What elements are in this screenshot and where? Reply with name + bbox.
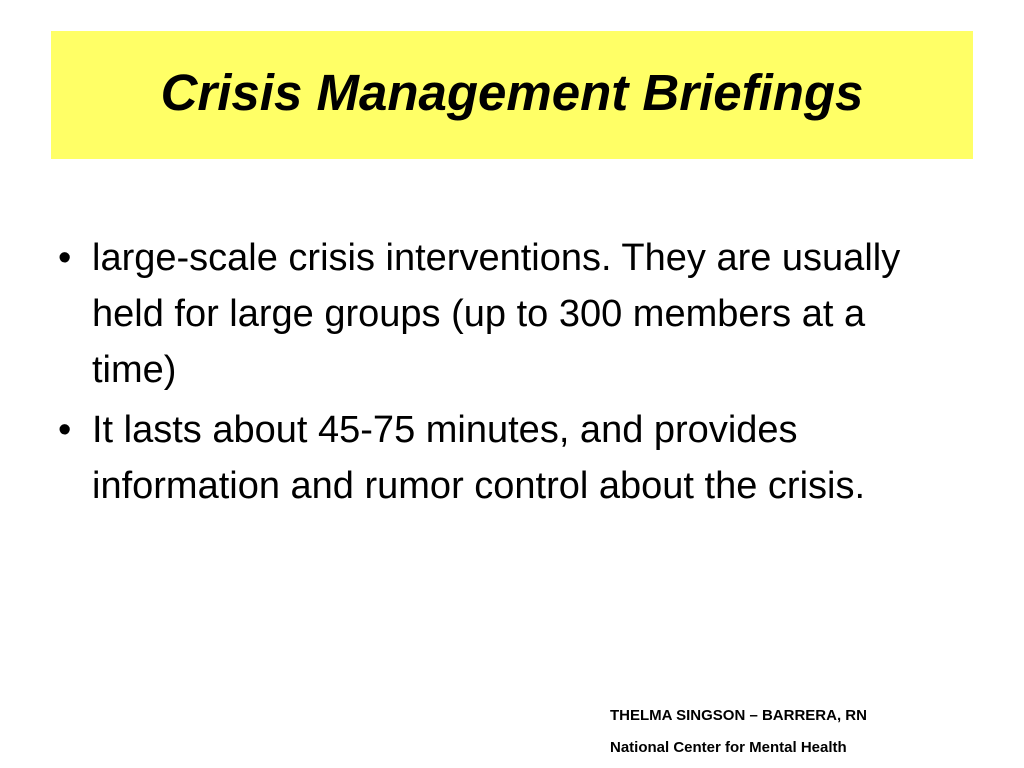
bullet-text-1: large-scale crisis interventions. They are usually held for large groups (up to 300 members at a time) <box>92 237 901 391</box>
bullet-text-2: It lasts about 45-75 minutes, and provides information and rumor control about the crisis. <box>92 409 866 507</box>
bullet-marker-icon: • <box>58 237 72 279</box>
footer-author: THELMA SINGSON – BARRERA, RN <box>610 707 867 724</box>
bullet-marker-icon: • <box>58 409 72 451</box>
title-banner <box>51 31 973 159</box>
bullet-list <box>58 230 958 518</box>
slide-title: Crisis Management Briefings <box>160 63 864 121</box>
footer-organization: National Center for Mental Health <box>610 739 847 756</box>
bullet-item-1 <box>58 230 958 398</box>
slide-footer <box>610 706 867 758</box>
bullet-item-2 <box>58 402 958 514</box>
